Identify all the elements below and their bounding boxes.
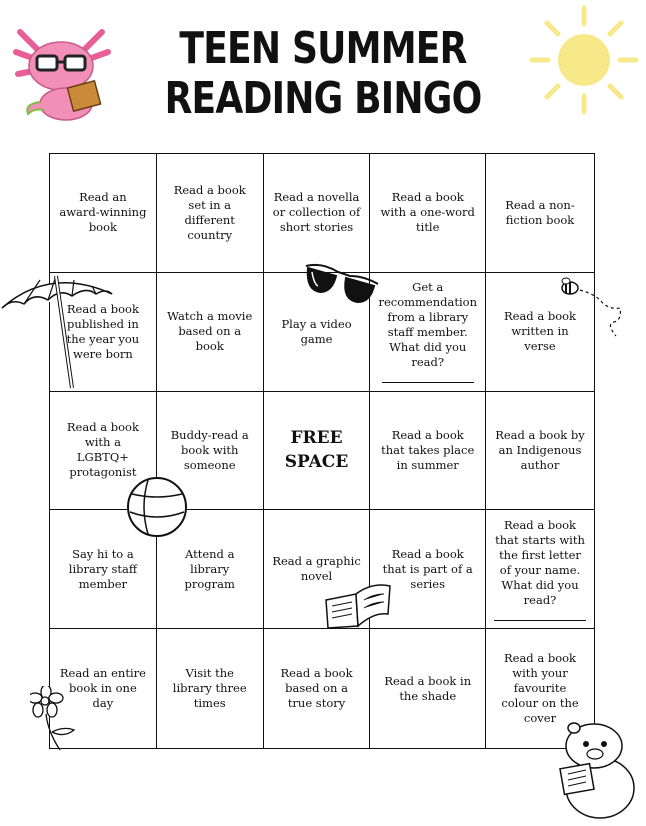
cell-text: Read a book by an Indigenous author bbox=[495, 427, 585, 472]
cell-text: Read a book in the shade bbox=[384, 673, 472, 703]
cell-text: Say hi to a library staff member bbox=[68, 546, 138, 591]
cell-text: Visit the library three times bbox=[172, 666, 247, 711]
cell-text: Read a non-fiction book bbox=[505, 197, 575, 227]
open-book-icon bbox=[322, 578, 394, 630]
cell-text: Read a novella or collection of short stories bbox=[272, 190, 361, 235]
cell-text: Read a book based on a true story bbox=[280, 666, 353, 711]
bingo-cell bbox=[264, 629, 371, 748]
cell-text: Read a book that takes place in summer bbox=[381, 427, 475, 472]
bingo-cell bbox=[370, 273, 486, 392]
title-line-1: TEEN SUMMER bbox=[179, 23, 467, 74]
cell-text: Read a book set in a different country bbox=[173, 182, 246, 242]
bingo-cell bbox=[486, 154, 594, 273]
cell-text: Read an award-winning book bbox=[59, 190, 147, 235]
umbrella-icon bbox=[0, 272, 120, 390]
bingo-cell bbox=[486, 510, 594, 629]
answer-line[interactable] bbox=[382, 382, 474, 383]
cell-text: Read a book written in verse bbox=[503, 309, 577, 354]
cell-text: Read an entire book in one day bbox=[59, 666, 146, 711]
cell-text: Read a book published in the year you were born bbox=[66, 301, 140, 361]
cell-text: Read a book with a one-word title bbox=[380, 190, 475, 235]
cell-text: Attend a library program bbox=[184, 546, 235, 591]
bingo-grid bbox=[49, 153, 595, 749]
bingo-cell bbox=[370, 629, 486, 748]
bingo-cell bbox=[157, 629, 264, 748]
bee-icon bbox=[556, 276, 626, 342]
sun-icon bbox=[528, 4, 640, 116]
cell-text: Read a graphic novel bbox=[272, 554, 361, 584]
beach-ball-icon bbox=[126, 476, 188, 538]
bingo-cell bbox=[157, 154, 264, 273]
cell-text: Read a book that is part of a series bbox=[382, 546, 473, 591]
bingo-cell bbox=[264, 154, 371, 273]
bingo-cell bbox=[486, 392, 594, 511]
bingo-cell bbox=[50, 154, 157, 273]
answer-line[interactable] bbox=[494, 620, 586, 621]
cell-text: Play a video game bbox=[281, 316, 352, 346]
bingo-cell bbox=[370, 154, 486, 273]
flower-icon bbox=[30, 686, 78, 752]
free-space-cell bbox=[264, 392, 371, 511]
cell-text: Get a recommendation from a library staff member. What did you read? bbox=[378, 280, 477, 370]
free-space-text: FREE SPACE bbox=[284, 428, 349, 473]
sunglasses-icon bbox=[302, 262, 380, 306]
axolotl-icon bbox=[10, 22, 112, 122]
cell-text: Buddy-read a book with someone bbox=[170, 427, 249, 472]
cell-text: Read a book with a LGBTQ+ protagonist bbox=[66, 420, 139, 480]
cell-text: Read a book with your favourite colour on the cover bbox=[501, 651, 579, 726]
cell-text: Read a book that starts with the first letter of your name. What did you read? bbox=[495, 517, 585, 607]
cell-text: Watch a movie based on a book bbox=[167, 309, 253, 354]
bingo-cell bbox=[370, 392, 486, 511]
bingo-cell bbox=[157, 273, 264, 392]
capybara-icon bbox=[552, 716, 642, 822]
title-line-2: READING BINGO bbox=[164, 73, 482, 124]
